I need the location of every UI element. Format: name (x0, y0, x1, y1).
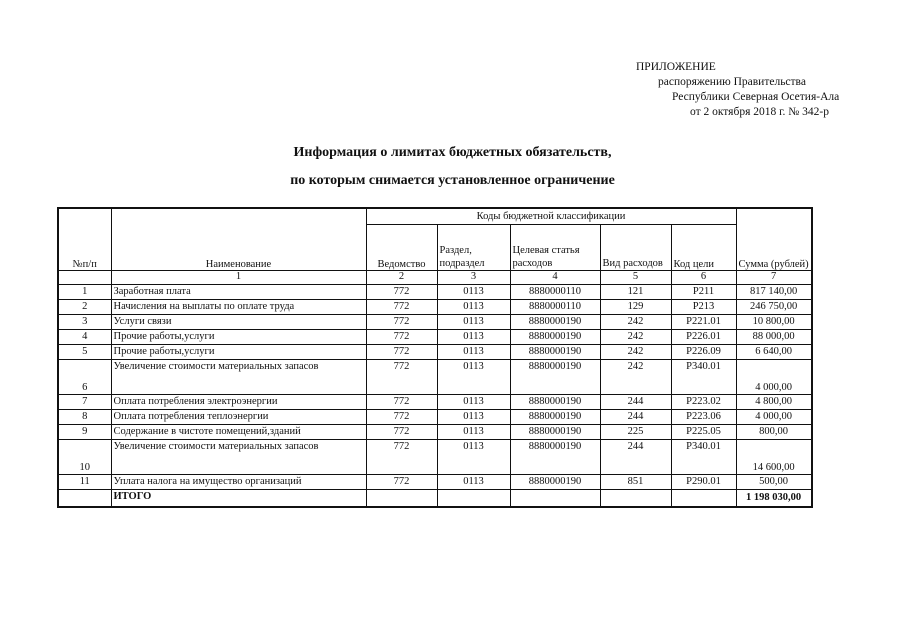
row-name: Уплата налога на имущество организаций (111, 474, 366, 489)
row-goal: Р290.01 (671, 474, 736, 489)
row-target: 8880000190 (510, 314, 600, 329)
column-number: 4 (510, 270, 600, 284)
header-goal: Код цели (671, 224, 736, 270)
row-goal: Р226.01 (671, 329, 736, 344)
row-section: 0113 (437, 409, 510, 424)
column-number: 2 (366, 270, 437, 284)
row-goal: Р226.09 (671, 344, 736, 359)
appendix-line-4: от 2 октября 2018 г. № 342-р (690, 106, 829, 118)
row-section: 0113 (437, 394, 510, 409)
table-row (58, 394, 812, 409)
row-goal: Р340.01 (671, 359, 736, 394)
row-section: 0113 (437, 299, 510, 314)
row-target: 8880000110 (510, 299, 600, 314)
header-section: Раздел, подраздел (437, 224, 510, 270)
row-type: 129 (600, 299, 671, 314)
row-section: 0113 (437, 314, 510, 329)
table-row (58, 424, 812, 439)
row-section: 0113 (437, 329, 510, 344)
header-dept: Ведомство (366, 224, 437, 270)
row-name: Заработная плата (111, 284, 366, 299)
document-title-line-2: по которым снимается установленное ограничение (290, 173, 615, 188)
row-num: 1 (58, 284, 111, 299)
row-section: 0113 (437, 284, 510, 299)
row-sum: 500,00 (736, 474, 812, 489)
table-row (58, 474, 812, 489)
row-num: 7 (58, 394, 111, 409)
row-name: Прочие работы,услуги (111, 329, 366, 344)
row-name: Оплата потребления электроэнергии (111, 394, 366, 409)
row-goal: Р225.05 (671, 424, 736, 439)
row-type: 242 (600, 344, 671, 359)
row-sum: 14 600,00 (736, 439, 812, 474)
appendix-block (636, 60, 839, 120)
header-classification-codes: Коды бюджетной классификации (366, 208, 736, 224)
row-goal: Р223.02 (671, 394, 736, 409)
row-num: 4 (58, 329, 111, 344)
row-num: 8 (58, 409, 111, 424)
row-target: 8880000190 (510, 424, 600, 439)
row-target: 8880000190 (510, 474, 600, 489)
row-sum: 246 750,00 (736, 299, 812, 314)
appendix-line-1: ПРИЛОЖЕНИЕ (636, 61, 716, 73)
row-target: 8880000190 (510, 394, 600, 409)
total-empty (600, 489, 671, 507)
total-empty (437, 489, 510, 507)
row-name: Услуги связи (111, 314, 366, 329)
row-name: Содержание в чистоте помещений,зданий (111, 424, 366, 439)
column-number: 6 (671, 270, 736, 284)
row-name: Увеличение стоимости материальных запасов (111, 439, 366, 474)
column-number: 5 (600, 270, 671, 284)
row-target: 8880000190 (510, 344, 600, 359)
row-sum: 4 000,00 (736, 359, 812, 394)
row-name: Прочие работы,услуги (111, 344, 366, 359)
row-num: 2 (58, 299, 111, 314)
column-number: 1 (111, 270, 366, 284)
row-sum: 800,00 (736, 424, 812, 439)
budget-limits-table (57, 207, 813, 508)
row-sum: 4 000,00 (736, 409, 812, 424)
row-type: 244 (600, 439, 671, 474)
row-dept: 772 (366, 344, 437, 359)
header-target: Целевая статья расходов (510, 224, 600, 270)
row-goal: Р213 (671, 299, 736, 314)
row-type: 244 (600, 409, 671, 424)
row-target: 8880000110 (510, 284, 600, 299)
row-dept: 772 (366, 409, 437, 424)
row-section: 0113 (437, 424, 510, 439)
row-sum: 88 000,00 (736, 329, 812, 344)
table-row (58, 344, 812, 359)
total-num-empty (58, 489, 111, 507)
row-dept: 772 (366, 359, 437, 394)
header-num: №п/п (58, 208, 111, 270)
row-target: 8880000190 (510, 439, 600, 474)
row-name: Увеличение стоимости материальных запасов (111, 359, 366, 394)
total-sum: 1 198 030,00 (736, 489, 812, 507)
table-row (58, 314, 812, 329)
row-num: 9 (58, 424, 111, 439)
row-type: 121 (600, 284, 671, 299)
row-section: 0113 (437, 439, 510, 474)
row-num: 5 (58, 344, 111, 359)
appendix-line-3: Республики Северная Осетия-Ала (672, 91, 840, 103)
table-row (58, 439, 812, 474)
column-numbers-row (58, 270, 812, 284)
row-dept: 772 (366, 424, 437, 439)
table-row (58, 329, 812, 344)
row-type: 244 (600, 394, 671, 409)
row-type: 851 (600, 474, 671, 489)
row-dept: 772 (366, 314, 437, 329)
header-type: Вид расходов (600, 224, 671, 270)
row-num: 6 (58, 359, 111, 394)
table-row (58, 359, 812, 394)
row-target: 8880000190 (510, 409, 600, 424)
row-dept: 772 (366, 299, 437, 314)
total-row (58, 489, 812, 507)
row-goal: Р211 (671, 284, 736, 299)
column-number: 3 (437, 270, 510, 284)
row-goal: Р221.01 (671, 314, 736, 329)
row-dept: 772 (366, 329, 437, 344)
row-type: 242 (600, 314, 671, 329)
row-sum: 10 800,00 (736, 314, 812, 329)
document-title-line-1: Информация о лимитах бюджетных обязательств, (293, 145, 612, 160)
header-name: Наименование (111, 208, 366, 270)
column-number: 7 (736, 270, 812, 284)
table-row (58, 409, 812, 424)
row-type: 242 (600, 329, 671, 344)
row-sum: 6 640,00 (736, 344, 812, 359)
row-dept: 772 (366, 439, 437, 474)
row-goal: Р340.01 (671, 439, 736, 474)
row-target: 8880000190 (510, 359, 600, 394)
row-dept: 772 (366, 284, 437, 299)
header-sum: Сумма (рублей) (736, 208, 812, 270)
row-target: 8880000190 (510, 329, 600, 344)
row-sum: 817 140,00 (736, 284, 812, 299)
row-section: 0113 (437, 359, 510, 394)
row-num: 10 (58, 439, 111, 474)
row-num: 11 (58, 474, 111, 489)
row-dept: 772 (366, 474, 437, 489)
row-type: 225 (600, 424, 671, 439)
row-num: 3 (58, 314, 111, 329)
total-empty (510, 489, 600, 507)
row-section: 0113 (437, 474, 510, 489)
row-sum: 4 800,00 (736, 394, 812, 409)
appendix-line-2: распоряжению Правительства (658, 76, 806, 88)
row-section: 0113 (437, 344, 510, 359)
total-empty (671, 489, 736, 507)
row-goal: Р223.06 (671, 409, 736, 424)
total-label: ИТОГО (111, 489, 366, 507)
table-row (58, 299, 812, 314)
row-type: 242 (600, 359, 671, 394)
row-name: Начисления на выплаты по оплате труда (111, 299, 366, 314)
total-empty (366, 489, 437, 507)
column-number-empty (58, 270, 111, 284)
table-body (58, 284, 812, 489)
row-dept: 772 (366, 394, 437, 409)
table-row (58, 284, 812, 299)
row-name: Оплата потребления теплоэнергии (111, 409, 366, 424)
